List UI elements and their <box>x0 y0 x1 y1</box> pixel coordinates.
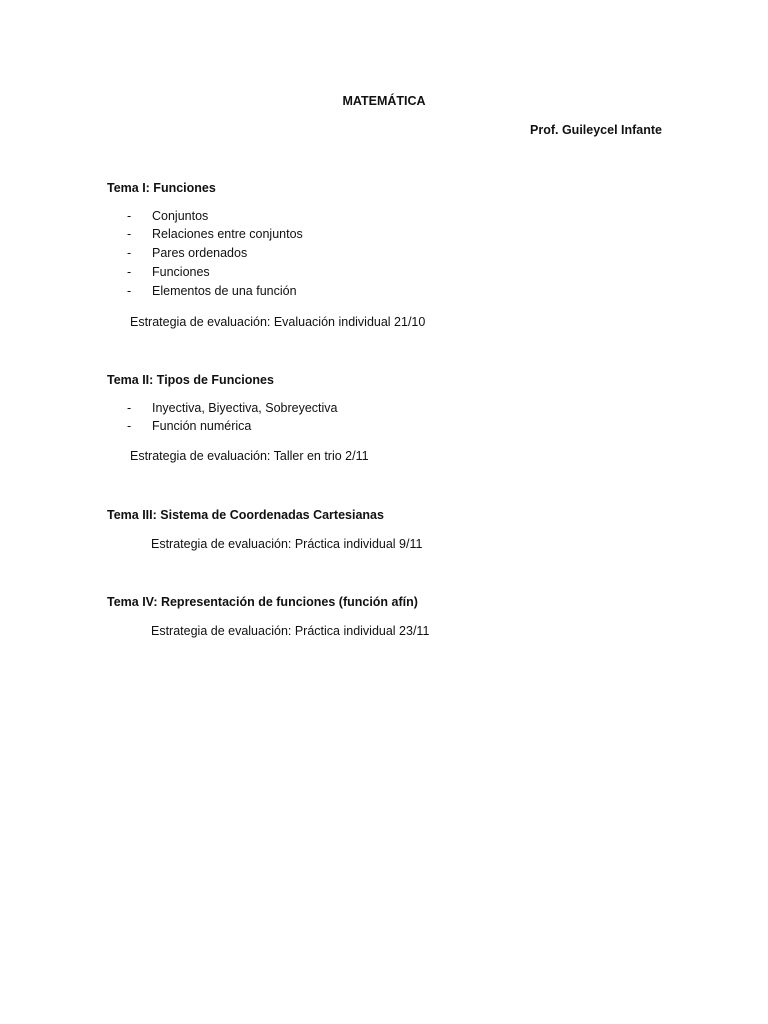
list-marker: - <box>127 227 132 242</box>
list-marker: - <box>127 208 132 223</box>
list-item <box>127 282 303 301</box>
list-marker: - <box>127 246 132 261</box>
list-item-text: Pares ordenados <box>152 246 248 261</box>
list-marker: - <box>127 400 132 415</box>
section-title-tema-4: Tema IV: Representación de funciones (función afín) <box>107 595 418 609</box>
evaluation-strategy-tema-3: Estrategia de evaluación: Práctica individual 9/11 <box>151 537 423 551</box>
list-marker: - <box>127 264 132 279</box>
list-item-text: Conjuntos <box>152 208 209 223</box>
list-marker: - <box>127 283 132 298</box>
list-item <box>127 207 303 226</box>
list-item-text: Relaciones entre conjuntos <box>152 227 303 242</box>
evaluation-strategy-tema-2: Estrategia de evaluación: Taller en trio 2/11 <box>130 449 369 463</box>
section-title-tema-2: Tema II: Tipos de Funciones <box>107 373 274 387</box>
list-marker: - <box>127 419 132 434</box>
page-title: MATEMÁTICA <box>342 94 426 108</box>
list-item <box>127 263 303 282</box>
topic-list-tema-1 <box>127 207 303 301</box>
section-title-tema-1: Tema I: Funciones <box>107 181 216 195</box>
list-item <box>127 226 303 245</box>
section-title-tema-3: Tema III: Sistema de Coordenadas Cartesianas <box>107 508 384 522</box>
topic-list-tema-2 <box>127 399 338 437</box>
list-item-text: Función numérica <box>152 419 252 434</box>
list-item-text: Funciones <box>152 264 210 279</box>
list-item <box>127 245 303 264</box>
list-item-text: Inyectiva, Biyectiva, Sobreyectiva <box>152 400 338 415</box>
author-name: Prof. Guileycel Infante <box>530 123 662 137</box>
list-item <box>127 399 338 418</box>
evaluation-strategy-tema-4: Estrategia de evaluación: Práctica individual 23/11 <box>151 624 430 638</box>
evaluation-strategy-tema-1: Estrategia de evaluación: Evaluación individual 21/10 <box>130 315 426 329</box>
list-item-text: Elementos de una función <box>152 283 297 298</box>
list-item <box>127 418 338 437</box>
